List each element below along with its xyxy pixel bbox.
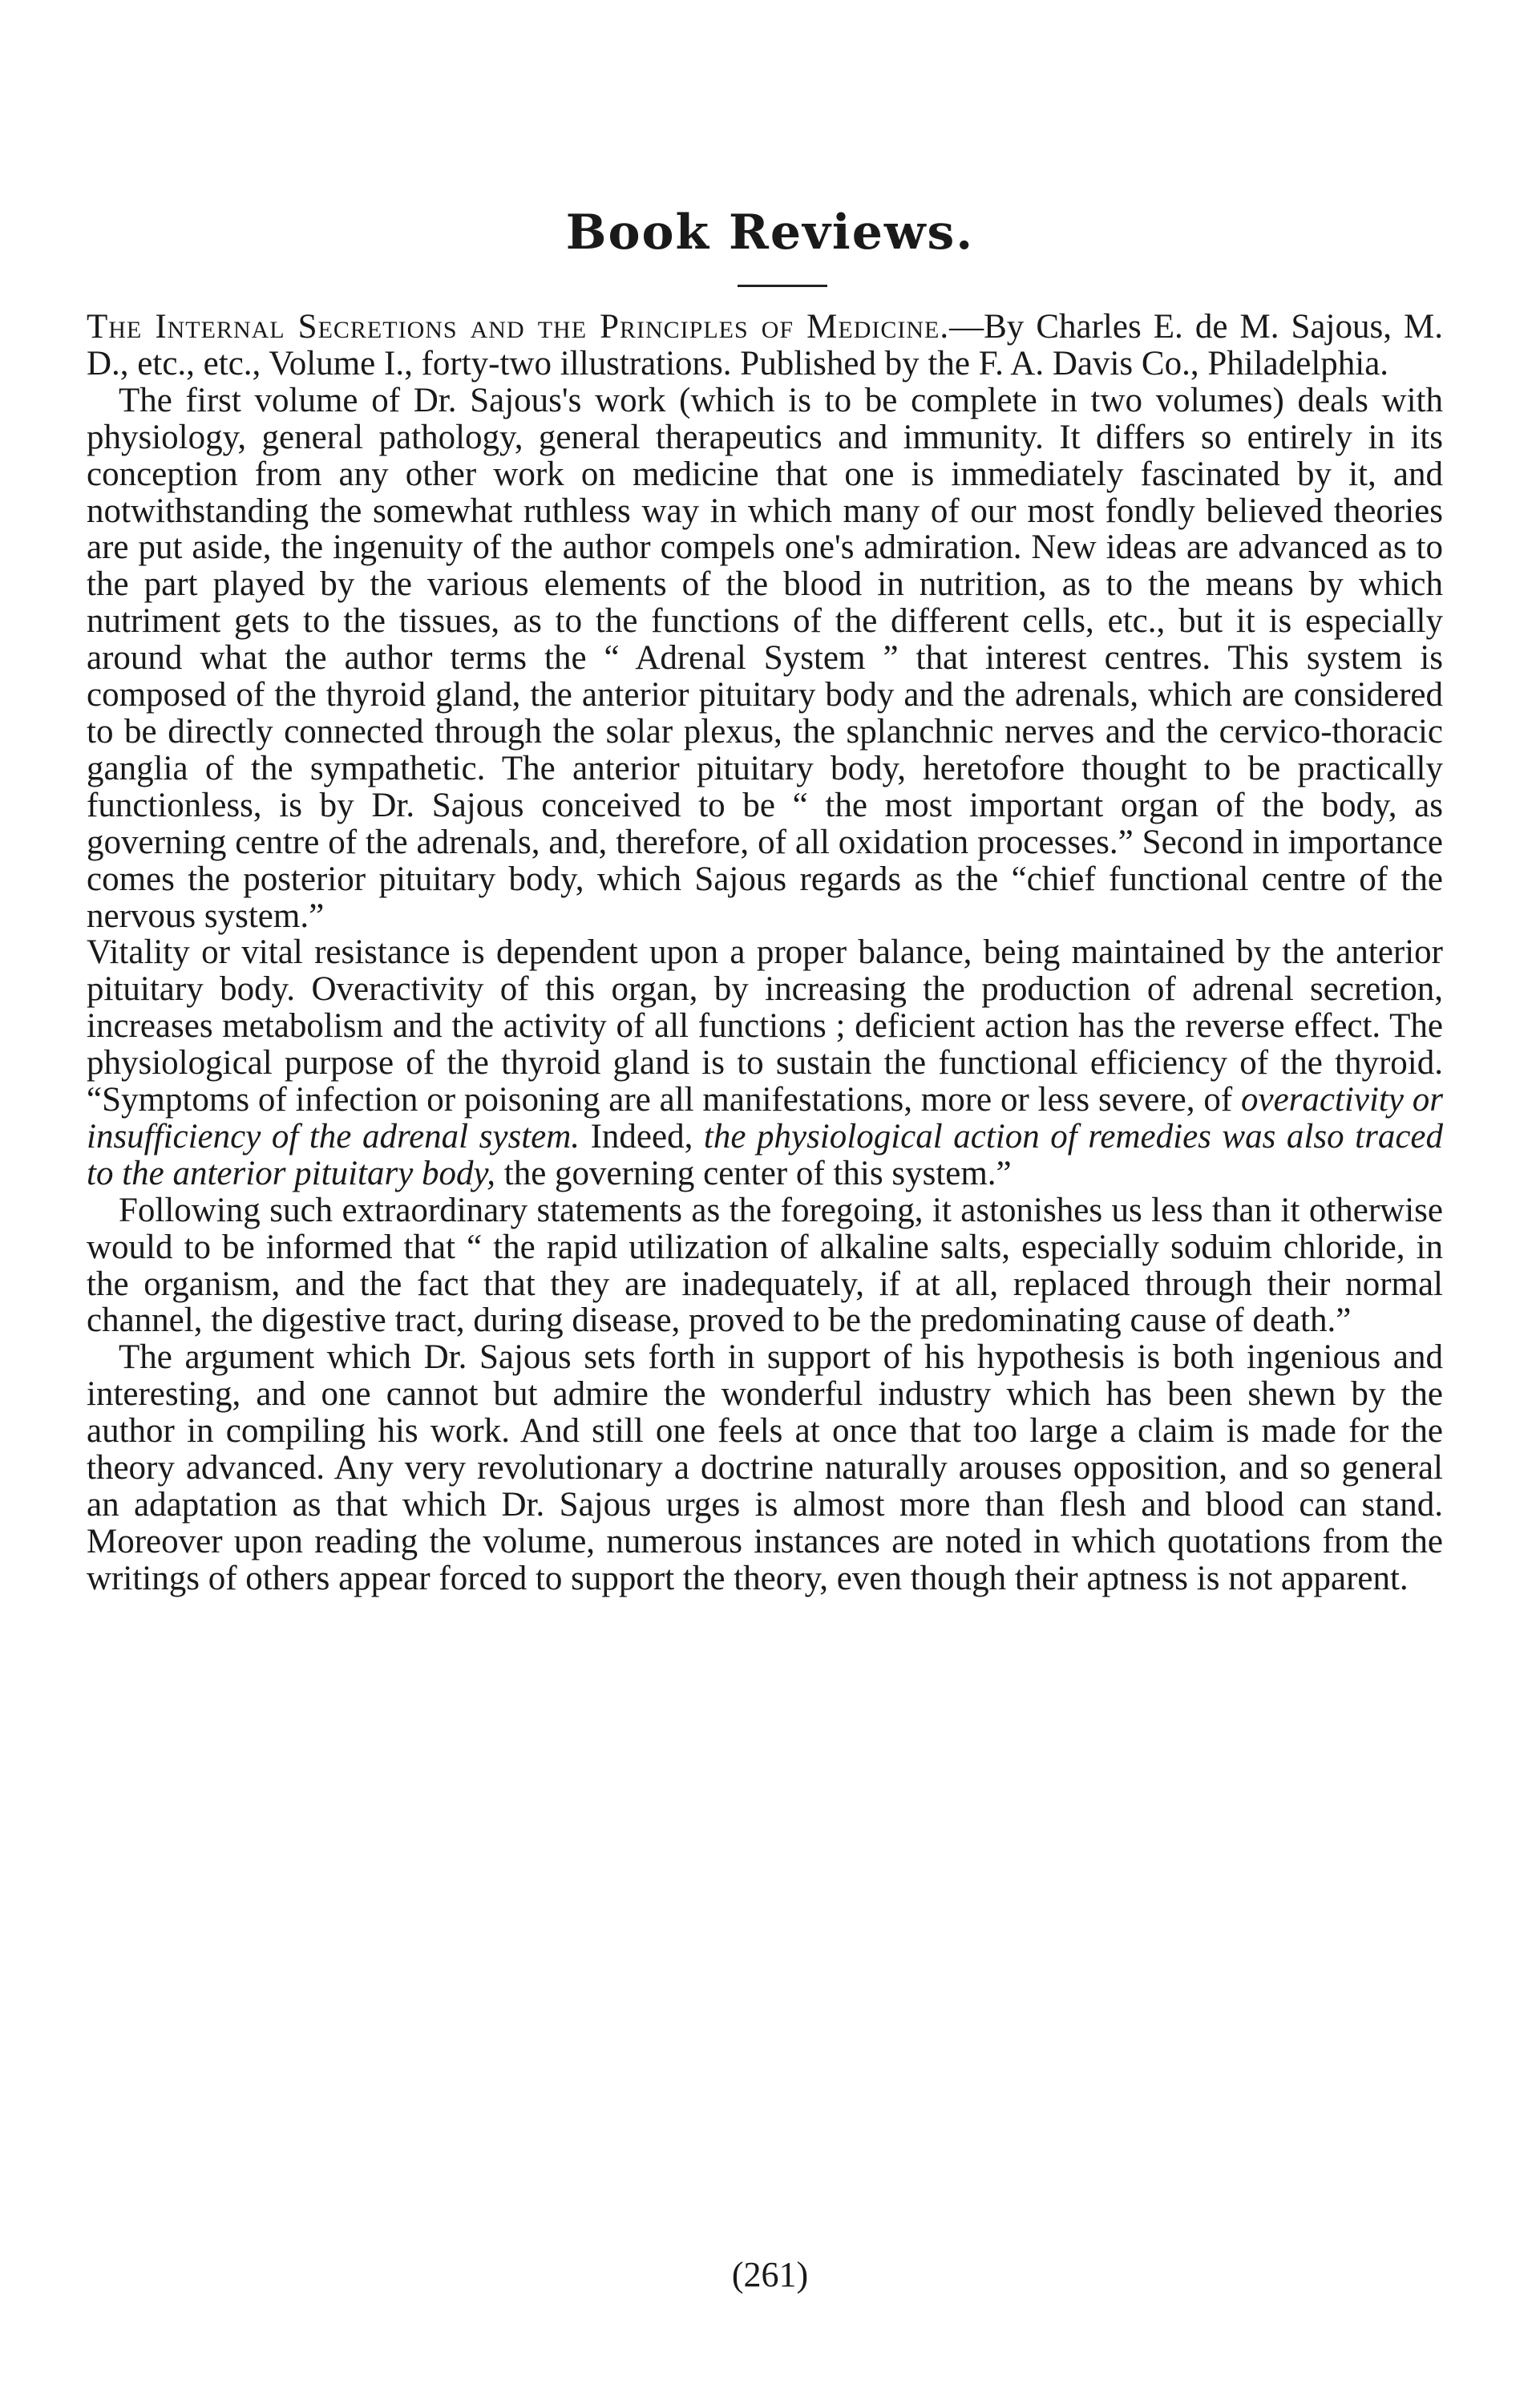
review-body <box>87 309 1443 1597</box>
paragraph-2-italic-b: overactivity or insufficiency of the adrenal system. <box>87 1081 1443 1156</box>
paragraph-3: Following such extraordinary statements as the foregoing, it astonishes us less than it otherwise would to be informed that “ the rapid utilization of alkaline salts, especially soduim chloride, in the organism, and the fact that they are inadequately, if at all, replaced through their normal channel, the digestive tract, during disease, proved to be the predominating cause of death.” <box>87 1191 1443 1340</box>
page-number: (261) <box>731 2255 809 2294</box>
paragraph-2-text-e: the governing center of this system.” <box>495 1154 1012 1192</box>
paragraph-1: The first volume of Dr. Sajous's work (which is to be complete in two volumes) deals with physiology, general pathology, general therapeutics and immunity. It differs so entirely in its conception from any other work on medicine that one is immediately fascinated by it, and notwithstanding the somewhat ruthless way in which many of our most fondly believed theories are put aside, the ingenuity of the author compels one's admiration. New ideas are advanced as to the part played by the various elements of the blood in nutrition, as to the means by which nutriment gets to the tissues, as to the functions of the different cells, etc., but it is especially around what the author terms the “ Adrenal System ” that interest centres. This system is composed of the thyroid gland, the anterior pituitary body and the adrenals, which are considered to be directly connected through the solar plexus, the splanchnic nerves and the cervico-thoracic ganglia of the sympathetic. The anterior pituitary body, heretofore thought to be practically functionless, is by Dr. Sajous conceived to be “ the most important organ of the body, as governing centre of the adrenals, and, therefore, of all oxidation processes.” Second in importance comes the posterior pituitary body, which Sajous regards as the “chief functional centre of the nervous system.” <box>87 381 1443 935</box>
paragraph-2-italic-d: the physiological action of remedies was also traced to the anterior pituitary body, <box>87 1117 1443 1192</box>
heading-divider <box>738 285 827 287</box>
section-heading: Book Reviews. <box>565 204 975 261</box>
book-citation <box>87 309 1443 382</box>
paragraph-4: The argument which Dr. Sajous sets forth in support of his hypothesis is both ingenious and interesting, and one cannot but admire the wonderful industry which has been shewn by the author in compiling his work. And still one feels at once that too large a claim is made for the theory advanced. Any very revolutionary a doctrine naturally arouses opposition, and so general an adaptation as that which Dr. Sajous urges is almost more than flesh and blood can stand. Moreover upon reading the volume, numerous instances are noted in which quotations from the writings of others appear forced to support the theory, even though their aptness is not apparent. <box>87 1338 1443 1597</box>
paragraph-2-text-c: Indeed, <box>580 1117 704 1156</box>
paragraph-2-text-a: Vitality or vital resistance is dependent upon a proper balance, being maintained by the anterior pituitary body. Overactivity of this organ, by increasing the production of adrenal secretion, increases metabolism and the activity of all functions ; deficient action has the reverse effect. The physiological purpose of the thyroid gland is to sustain the functional efficiency of the thyroid. “Symptoms of infection or poisoning are all manifestations, more or less severe, of <box>87 933 1443 1119</box>
book-title: The Internal Secretions and the Principles of Medicine. <box>87 308 950 346</box>
book-citation-details: —By Charles E. de M. Sajous, M. D., etc., etc., Volume I., forty-two illustrations. Published by the F. A. Davis Co., Philadelphia. <box>87 308 1443 382</box>
paragraph-2 <box>87 934 1443 1192</box>
